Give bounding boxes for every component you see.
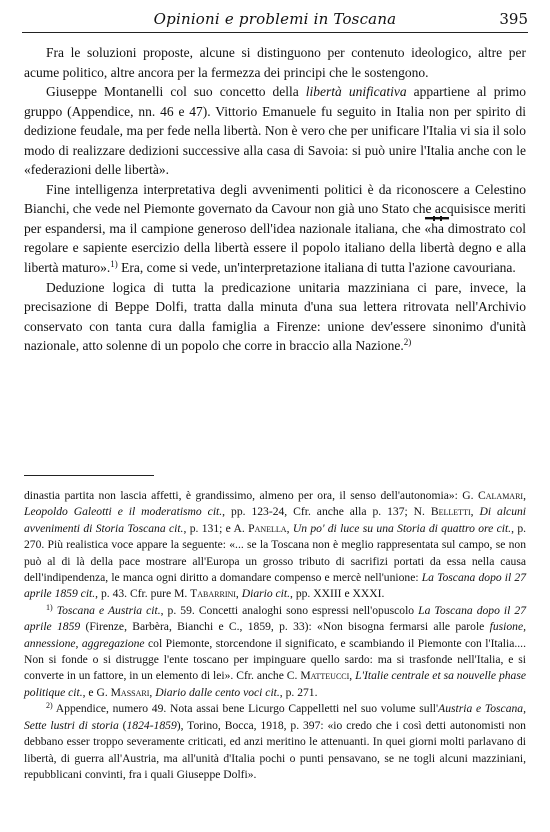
- n0-author-1: Calamari: [478, 489, 524, 502]
- n2-b: (: [118, 718, 127, 732]
- paragraph-2-text-a: Giuseppe Montanelli col suo concetto della: [46, 84, 306, 100]
- n1-d: ,: [349, 669, 356, 683]
- n0-f: ,: [286, 521, 293, 535]
- n0-e: , p. 131; e A.: [183, 521, 249, 535]
- footnotes: [24, 488, 526, 783]
- main-text: [24, 43, 526, 356]
- page-number: 395: [499, 10, 528, 28]
- paragraph-2-text-b: appartiene al primo gruppo (Appendice, nn. 46 e 47). Vittorio Emanuele fu seguito in Italia non per spirito di dedizione feudale, ma per fede nella libertà. Non è vero che per unificare l'Italia vi sia il solo modo di realizzare dedizioni successive alla casa di Savoia: si può unire l'Italia anche con le «federazioni delle libertà».: [24, 84, 526, 178]
- n0-j: , pp. XXIII e XXXI.: [290, 587, 385, 601]
- footnotes-rule: [24, 475, 154, 476]
- footnote-ref-1: 1): [110, 259, 118, 270]
- n1-g: , p. 271.: [279, 685, 318, 699]
- paragraph-3: [24, 180, 526, 278]
- paragraph-2: [24, 82, 526, 180]
- n0-a: dinastia partita non lascia affetti, è grandissimo, almeno per ora, il senso dell'autonomia»: G.: [24, 489, 479, 502]
- paragraph-3-text-a: Fine intelligenza interpretativa degli avvenimenti politici è da riconoscere a Celestino Bianchi, che vede nel Piemonte governato da Cavour non già uno Stato che acquisisce meriti per espandersi, ma il campione generoso dell'idea nazionale italiana, che «ha dimostrato col regolare e sapiente esercizio della libertà essere il popolo italiano della libertà degno e alla libertà maturo».: [24, 181, 526, 276]
- n0-author-2: Belletti: [430, 505, 471, 519]
- paragraph-2-italic: libertà unificativa: [305, 84, 407, 100]
- running-head: Opinioni e problemi in Toscana: [153, 10, 397, 28]
- n2-a: Appendice, numero 49. Nota assai bene Licurgo Cappelletti nel suo volume sull': [52, 702, 439, 716]
- n1-title-3: L'Italie centrale et sa nouvelle phase politique cit.: [24, 669, 527, 699]
- footnote-2: [24, 701, 526, 783]
- n0-d: ,: [470, 505, 480, 519]
- n1-a: , p. 59. Concetti analoghi sono espressi nell'opuscolo: [160, 603, 419, 617]
- n1-b: (Firenze, Barbèra, Bianchi e C., 1859, p. 33): «Non bisogna fermarsi alle parole: [80, 620, 490, 634]
- n1-words: fusione, annessione, aggregazione: [24, 620, 526, 650]
- paragraph-1: [24, 43, 526, 82]
- n0-author-3: Panella: [248, 521, 287, 535]
- n0-h: , p. 43. Cfr. pure M.: [95, 587, 191, 601]
- n0-title-2: Di alcuni avvenimenti di Storia Toscana cit.: [24, 505, 527, 535]
- n1-author-1: Matteucci: [300, 669, 350, 683]
- ink-mark: [425, 216, 449, 221]
- n0-author-4: Tabarrini: [190, 587, 236, 601]
- n0-title-4: La Toscana dopo il 27 aprile 1859 cit.: [24, 571, 526, 601]
- footnote-1-marker: 1): [46, 602, 53, 612]
- n0-c: , pp. 123-24, Cfr. anche alla p. 137; N.: [222, 505, 431, 519]
- n0-b: ,: [523, 489, 526, 502]
- n0-title-1: Leopoldo Galeotti e il moderatismo cit.: [24, 505, 223, 519]
- n1-e: , e G.: [82, 685, 111, 699]
- footnote-ref-2: 2): [403, 337, 412, 348]
- n1-title-4: Diario dalle cento voci cit.: [155, 685, 280, 699]
- n1-title-2: La Toscana dopo il 27 aprile 1859: [24, 603, 526, 634]
- paragraph-4: [24, 278, 526, 356]
- n1-author-2: Massari: [110, 685, 150, 699]
- paragraph-3-text-b: Era, come si vede, un'interpretazione italiana di tutta l'azione cavouriana.: [117, 260, 516, 276]
- n0-g: , p. 270. Più realistica voce appare la seguente: «... se la Toscana non è meglio rappresentata sul campo, se non può al di là della pace mostrare all'Europa un grosso tributo di sacrifizi portati da essa nella causa dell'indipendenza, le manca ogni diritto a domandare compenso e mercè nell'unione:: [24, 521, 527, 585]
- n1-title-1: Toscana e Austria cit.: [56, 603, 161, 617]
- n0-title-3: Un po' di luce su una Storia di quattro ore cit.: [292, 521, 512, 535]
- n2-c: ), Torino, Bocca, 1918, p. 397: «io credo che i così detti autonomisti non debbano esser troppo severamente criticati, ed anzi meritino le attenuanti. In quei giorni molti parlavano di libertà, di guerra all'Austria, ma all'unità d'Italia pochi o punti pensavano, se ne togli alcuni mazziniani, repubblicani convinti, fra i quali Giuseppe Dolfi».: [24, 718, 526, 781]
- n0-title-5: Diario cit.: [241, 587, 291, 601]
- n2-title-1: Austria e Toscana, Sette lustri di storia: [24, 702, 526, 732]
- n2-years: 1824-1859: [126, 718, 177, 732]
- footnote-continued: [24, 488, 526, 603]
- n0-i: ,: [235, 587, 242, 601]
- footnote-2-marker: 2): [46, 701, 53, 711]
- page-header: [22, 6, 528, 30]
- n1-c: col Piemonte, storcendone il significato, e scambiando il Piemonte con l'Italia.... Non si fonde o si distrugge l'ente toscano per impinguare quello sardo: ma si trasfonde nell'Italia, e si converte in un fattore, in un elemento di lei». Cfr. anche C.: [24, 636, 526, 683]
- footnote-1: [24, 603, 526, 701]
- paragraph-1-text: Fra le soluzioni proposte, alcune si distinguono per contenuto ideologico, altre per acume politico, altre ancora per la fermezza dei principi che le sostengono.: [24, 45, 526, 80]
- n1-f: ,: [149, 685, 156, 699]
- header-rule: [22, 32, 528, 33]
- paragraph-4-text: Deduzione logica di tutta la predicazione unitaria mazziniana ci pare, invece, la precisazione di Beppe Dolfi, tratta dalla minuta d'una sua lettera ritrovata nell'Archivio conservato con tanta cura dalla famiglia a Firenze: unione dev'essere sinonimo d'unità nazionale, atto solenne di un popolo che corre in braccio alla Nazione.: [24, 279, 526, 354]
